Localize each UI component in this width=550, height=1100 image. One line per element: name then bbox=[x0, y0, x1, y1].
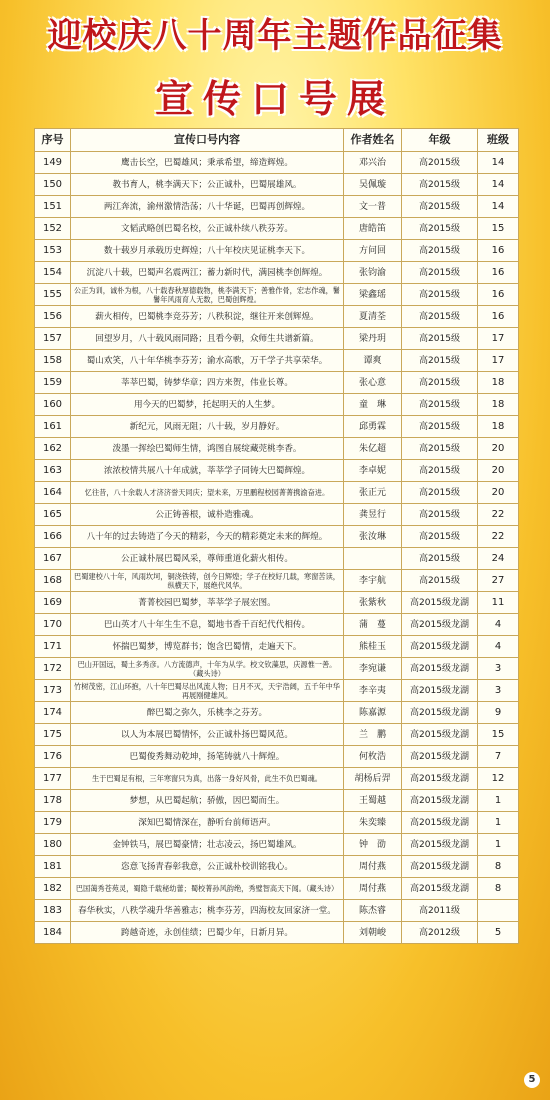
row-author: 童 琳 bbox=[344, 394, 402, 416]
row-class: 16 bbox=[478, 262, 519, 284]
row-class: 1 bbox=[478, 790, 519, 812]
table-row bbox=[35, 196, 519, 218]
table-header-row bbox=[35, 129, 519, 152]
row-slogan: 醉巴蜀之弥久，乐桃李之芬芳。 bbox=[71, 702, 344, 724]
row-author: 何枚浩 bbox=[344, 746, 402, 768]
row-class: 9 bbox=[478, 702, 519, 724]
row-class: 7 bbox=[478, 746, 519, 768]
row-class: 1 bbox=[478, 812, 519, 834]
row-slogan: 巴国蔼秀苍苑灵，蜀隐千载秘幼蕾；蜀校菁孙风韵绝，秀璧智高天下闻。（藏头诗） bbox=[71, 878, 344, 900]
row-author: 张紫秋 bbox=[344, 592, 402, 614]
row-slogan: 沉淀八十载，巴蜀声名震两江；蓄力新时代，满园桃李创辉煌。 bbox=[71, 262, 344, 284]
table-row bbox=[35, 790, 519, 812]
table-row bbox=[35, 240, 519, 262]
table-row bbox=[35, 878, 519, 900]
table-row bbox=[35, 592, 519, 614]
row-slogan: 巴山英才八十年生生不息，蜀地书香千百纪代代相传。 bbox=[71, 614, 344, 636]
table-row bbox=[35, 284, 519, 306]
row-grade: 高2015级 bbox=[402, 350, 478, 372]
row-class: 8 bbox=[478, 878, 519, 900]
table-row bbox=[35, 834, 519, 856]
row-grade: 高2015级龙湖 bbox=[402, 768, 478, 790]
row-author: 李辛夷 bbox=[344, 680, 402, 702]
row-author: 王蜀越 bbox=[344, 790, 402, 812]
row-class: 1 bbox=[478, 834, 519, 856]
row-grade: 高2015级 bbox=[402, 240, 478, 262]
row-number: 151 bbox=[35, 196, 71, 218]
header-class: 班级 bbox=[478, 129, 519, 152]
row-slogan: 巴蜀建校八十年，风雨坎坷，铜浇铁铸，创今日辉煌；学子在校好几载，寒窗苦读，纵横天下，展绝代风华。 bbox=[71, 570, 344, 592]
table-row bbox=[35, 174, 519, 196]
row-author: 夏清荃 bbox=[344, 306, 402, 328]
table-row bbox=[35, 526, 519, 548]
row-class: 14 bbox=[478, 152, 519, 174]
table-row bbox=[35, 372, 519, 394]
row-number: 158 bbox=[35, 350, 71, 372]
row-class: 3 bbox=[478, 680, 519, 702]
header-slogan: 宣传口号内容 bbox=[71, 129, 344, 152]
table-row bbox=[35, 680, 519, 702]
row-author: 钟 劭 bbox=[344, 834, 402, 856]
table-row bbox=[35, 746, 519, 768]
row-grade: 高2015级龙湖 bbox=[402, 878, 478, 900]
row-grade: 高2015级龙湖 bbox=[402, 614, 478, 636]
row-number: 164 bbox=[35, 482, 71, 504]
header-grade: 年级 bbox=[402, 129, 478, 152]
row-number: 180 bbox=[35, 834, 71, 856]
row-slogan: 文韬武略创巴蜀名校，公正诚朴续八秩芬芳。 bbox=[71, 218, 344, 240]
row-class: 17 bbox=[478, 350, 519, 372]
table-row bbox=[35, 328, 519, 350]
header-author: 作者姓名 bbox=[344, 129, 402, 152]
row-number: 179 bbox=[35, 812, 71, 834]
row-grade: 高2015级 bbox=[402, 152, 478, 174]
row-class: 20 bbox=[478, 482, 519, 504]
row-grade: 高2015级 bbox=[402, 460, 478, 482]
row-author: 吴佩璇 bbox=[344, 174, 402, 196]
page-number: 5 bbox=[524, 1072, 540, 1088]
row-class: 4 bbox=[478, 614, 519, 636]
row-grade: 高2015级龙湖 bbox=[402, 680, 478, 702]
row-class: 18 bbox=[478, 372, 519, 394]
row-number: 156 bbox=[35, 306, 71, 328]
row-class: 18 bbox=[478, 416, 519, 438]
row-author: 朱奕臻 bbox=[344, 812, 402, 834]
row-number: 178 bbox=[35, 790, 71, 812]
row-slogan: 春华秋实，八秩学魂升华善雅志；桃李芬芳，四海校友回家济一堂。 bbox=[71, 900, 344, 922]
row-class: 15 bbox=[478, 218, 519, 240]
row-class: 18 bbox=[478, 394, 519, 416]
row-slogan: 公正为训，诚朴为根，八十载春秋厚德载物，桃李满天下；善雅作骨，宏志作魂，鬐鬐年风雨育人无数，巴蜀创辉煌。 bbox=[71, 284, 344, 306]
row-class: 5 bbox=[478, 922, 519, 944]
table-row bbox=[35, 548, 519, 570]
row-number: 165 bbox=[35, 504, 71, 526]
header-number: 序号 bbox=[35, 129, 71, 152]
row-author: 兰 鹏 bbox=[344, 724, 402, 746]
row-slogan: 两江奔流，渝州激情浩荡；八十华诞，巴蜀再创辉煌。 bbox=[71, 196, 344, 218]
row-slogan: 梦想，从巴蜀起航；骄傲，因巴蜀而生。 bbox=[71, 790, 344, 812]
row-class: 16 bbox=[478, 284, 519, 306]
sub-title: 宣传口号展 bbox=[154, 77, 395, 121]
row-grade: 高2015级 bbox=[402, 438, 478, 460]
row-number: 169 bbox=[35, 592, 71, 614]
row-grade: 高2015级 bbox=[402, 372, 478, 394]
table-row bbox=[35, 636, 519, 658]
row-author: 李卓妮 bbox=[344, 460, 402, 482]
row-class: 22 bbox=[478, 526, 519, 548]
row-author: 方问回 bbox=[344, 240, 402, 262]
row-slogan: 莘莘巴蜀，铸梦华章；四方来贺，伟业长尊。 bbox=[71, 372, 344, 394]
row-author: 李宛谦 bbox=[344, 658, 402, 680]
row-grade: 高2015级 bbox=[402, 570, 478, 592]
row-slogan: 浓浓校情共展八十年成就，莘莘学子同铸大巴蜀辉煌。 bbox=[71, 460, 344, 482]
row-grade: 高2015级龙湖 bbox=[402, 636, 478, 658]
row-author: 文一普 bbox=[344, 196, 402, 218]
row-grade: 高2015级 bbox=[402, 262, 478, 284]
row-grade: 高2015级 bbox=[402, 416, 478, 438]
row-number: 162 bbox=[35, 438, 71, 460]
row-number: 177 bbox=[35, 768, 71, 790]
row-class: 14 bbox=[478, 174, 519, 196]
row-author: 谭爽 bbox=[344, 350, 402, 372]
row-class bbox=[478, 900, 519, 922]
row-author: 朱亿超 bbox=[344, 438, 402, 460]
row-author: 邓兴治 bbox=[344, 152, 402, 174]
row-number: 167 bbox=[35, 548, 71, 570]
row-grade: 高2011级 bbox=[402, 900, 478, 922]
row-author: 张正元 bbox=[344, 482, 402, 504]
row-author: 张心意 bbox=[344, 372, 402, 394]
row-slogan: 巴蜀俊秀舞动乾坤，扬笔铸就八十辉煌。 bbox=[71, 746, 344, 768]
slogan-table bbox=[34, 128, 519, 944]
row-slogan: 八十年的过去铸造了今天的精彩，今天的精彩奠定未来的辉煌。 bbox=[71, 526, 344, 548]
table-row bbox=[35, 152, 519, 174]
row-slogan: 深知巴蜀情深在，静听台前师语声。 bbox=[71, 812, 344, 834]
row-grade: 高2015级 bbox=[402, 504, 478, 526]
table-body bbox=[35, 152, 519, 944]
row-author bbox=[344, 548, 402, 570]
row-slogan: 恣意飞扬青春彰我意，公正诚朴校训铭我心。 bbox=[71, 856, 344, 878]
row-grade: 高2012级 bbox=[402, 922, 478, 944]
row-slogan: 生于巴蜀足有根，三年寒窗只为真，出落一身好风骨，此生不负巴蜀魂。 bbox=[71, 768, 344, 790]
row-author: 张钧渝 bbox=[344, 262, 402, 284]
row-grade: 高2015级 bbox=[402, 548, 478, 570]
row-slogan: 跨越奇迹，永创佳绩；巴蜀少年，日新月异。 bbox=[71, 922, 344, 944]
row-number: 150 bbox=[35, 174, 71, 196]
row-slogan: 新纪元，风雨无阻；八十载，岁月静好。 bbox=[71, 416, 344, 438]
row-class: 27 bbox=[478, 570, 519, 592]
row-class: 8 bbox=[478, 856, 519, 878]
row-slogan: 蜀山欢笑，八十年华桃李芬芳；渝水高歌，万千学子共享荣华。 bbox=[71, 350, 344, 372]
row-slogan: 竹树茂密，江山环抱，八十年巴蜀尽出风流人物；日月不灭，天宇浩阔，五千年中华再展刚健雄风。 bbox=[71, 680, 344, 702]
table-row bbox=[35, 394, 519, 416]
table-row bbox=[35, 306, 519, 328]
row-author: 陈嘉源 bbox=[344, 702, 402, 724]
row-number: 184 bbox=[35, 922, 71, 944]
row-slogan: 回望岁月，八十载风雨同路；且看今朝，众师生共谱新篇。 bbox=[71, 328, 344, 350]
row-number: 154 bbox=[35, 262, 71, 284]
table-row bbox=[35, 218, 519, 240]
row-grade: 高2015级 bbox=[402, 196, 478, 218]
row-grade: 高2015级龙湖 bbox=[402, 592, 478, 614]
row-slogan: 金钟铁马，展巴蜀豪情；壮志凌云，扬巴蜀雄风。 bbox=[71, 834, 344, 856]
table-row bbox=[35, 504, 519, 526]
row-slogan: 鹰击长空，巴蜀雄风；秉承希望，缔造辉煌。 bbox=[71, 152, 344, 174]
table-row bbox=[35, 460, 519, 482]
row-author: 梁丹玥 bbox=[344, 328, 402, 350]
row-slogan: 怀揣巴蜀梦，博览群书；饱含巴蜀情，走遍天下。 bbox=[71, 636, 344, 658]
row-grade: 高2015级 bbox=[402, 306, 478, 328]
row-slogan: 数十载岁月承载历史辉煌；八十年校庆见证桃李天下。 bbox=[71, 240, 344, 262]
table-row bbox=[35, 482, 519, 504]
row-author: 唐皓笛 bbox=[344, 218, 402, 240]
row-slogan: 忆往昔，八十余载人才济济誉天同庆；望未来，万里鹏程校园菁菁携渝奋进。 bbox=[71, 482, 344, 504]
row-grade: 高2015级龙湖 bbox=[402, 834, 478, 856]
row-author: 龚昱行 bbox=[344, 504, 402, 526]
row-number: 168 bbox=[35, 570, 71, 592]
row-number: 171 bbox=[35, 636, 71, 658]
table-row bbox=[35, 438, 519, 460]
row-slogan: 以人为本展巴蜀情怀，公正诚朴扬巴蜀风范。 bbox=[71, 724, 344, 746]
row-number: 174 bbox=[35, 702, 71, 724]
row-author: 邱勇霖 bbox=[344, 416, 402, 438]
row-author: 蒲 蔓 bbox=[344, 614, 402, 636]
row-grade: 高2015级 bbox=[402, 174, 478, 196]
row-slogan: 巴山开国远，蜀土多秀彦。八方流德声，十年为从学。校文钦藻思，庆源惟一善。（藏头诗） bbox=[71, 658, 344, 680]
row-author: 周付燕 bbox=[344, 856, 402, 878]
row-number: 161 bbox=[35, 416, 71, 438]
row-number: 155 bbox=[35, 284, 71, 306]
row-class: 16 bbox=[478, 306, 519, 328]
row-author: 李宇航 bbox=[344, 570, 402, 592]
row-grade: 高2015级龙湖 bbox=[402, 724, 478, 746]
row-slogan: 菁菁校园巴蜀梦，莘莘学子展宏图。 bbox=[71, 592, 344, 614]
row-class: 24 bbox=[478, 548, 519, 570]
table-row bbox=[35, 262, 519, 284]
table-row bbox=[35, 900, 519, 922]
row-class: 20 bbox=[478, 438, 519, 460]
row-number: 166 bbox=[35, 526, 71, 548]
row-class: 15 bbox=[478, 724, 519, 746]
row-grade: 高2015级 bbox=[402, 284, 478, 306]
row-grade: 高2015级 bbox=[402, 328, 478, 350]
row-class: 16 bbox=[478, 240, 519, 262]
row-author: 梁鑫瑶 bbox=[344, 284, 402, 306]
row-slogan: 用今天的巴蜀梦，托起明天的人生梦。 bbox=[71, 394, 344, 416]
table-row bbox=[35, 922, 519, 944]
main-title: 迎校庆八十周年主题作品征集 bbox=[47, 16, 503, 56]
row-grade: 高2015级 bbox=[402, 526, 478, 548]
row-grade: 高2015级龙湖 bbox=[402, 790, 478, 812]
row-class: 17 bbox=[478, 328, 519, 350]
row-number: 183 bbox=[35, 900, 71, 922]
row-author: 张汝琳 bbox=[344, 526, 402, 548]
table-row bbox=[35, 416, 519, 438]
row-grade: 高2015级 bbox=[402, 218, 478, 240]
row-grade: 高2015级 bbox=[402, 394, 478, 416]
row-grade: 高2015级龙湖 bbox=[402, 856, 478, 878]
row-number: 163 bbox=[35, 460, 71, 482]
row-number: 157 bbox=[35, 328, 71, 350]
table-row bbox=[35, 350, 519, 372]
table-row bbox=[35, 702, 519, 724]
table-row bbox=[35, 614, 519, 636]
row-slogan: 教书育人，桃李满天下；公正诚朴，巴蜀展雄风。 bbox=[71, 174, 344, 196]
table-row bbox=[35, 768, 519, 790]
row-slogan: 泼墨一挥绘巴蜀师生情，鸿图自展绽藏莞桃李香。 bbox=[71, 438, 344, 460]
row-grade: 高2015级龙湖 bbox=[402, 658, 478, 680]
row-number: 149 bbox=[35, 152, 71, 174]
table-row bbox=[35, 856, 519, 878]
row-number: 170 bbox=[35, 614, 71, 636]
row-class: 22 bbox=[478, 504, 519, 526]
table-row bbox=[35, 812, 519, 834]
row-class: 11 bbox=[478, 592, 519, 614]
row-class: 4 bbox=[478, 636, 519, 658]
table-row bbox=[35, 570, 519, 592]
row-number: 152 bbox=[35, 218, 71, 240]
table-row bbox=[35, 724, 519, 746]
row-class: 3 bbox=[478, 658, 519, 680]
row-author: 熊桂玉 bbox=[344, 636, 402, 658]
row-grade: 高2015级龙湖 bbox=[402, 702, 478, 724]
row-author: 刘朝峻 bbox=[344, 922, 402, 944]
row-number: 153 bbox=[35, 240, 71, 262]
row-slogan: 薪火相传，巴蜀桃李竞芬芳；八秩积淀，继往开来创辉煌。 bbox=[71, 306, 344, 328]
row-number: 176 bbox=[35, 746, 71, 768]
row-grade: 高2015级龙湖 bbox=[402, 746, 478, 768]
table-row bbox=[35, 658, 519, 680]
row-number: 173 bbox=[35, 680, 71, 702]
row-class: 12 bbox=[478, 768, 519, 790]
row-number: 175 bbox=[35, 724, 71, 746]
row-author: 陈杰睿 bbox=[344, 900, 402, 922]
row-grade: 高2015级龙湖 bbox=[402, 812, 478, 834]
row-number: 181 bbox=[35, 856, 71, 878]
row-grade: 高2015级 bbox=[402, 482, 478, 504]
row-slogan: 公正诚朴展巴蜀风采，尊师重道化薪火相传。 bbox=[71, 548, 344, 570]
row-number: 182 bbox=[35, 878, 71, 900]
row-author: 胡杨后羿 bbox=[344, 768, 402, 790]
row-number: 159 bbox=[35, 372, 71, 394]
row-class: 14 bbox=[478, 196, 519, 218]
row-class: 20 bbox=[478, 460, 519, 482]
row-author: 周付燕 bbox=[344, 878, 402, 900]
row-slogan: 公正铸善根，诚朴造雅魂。 bbox=[71, 504, 344, 526]
row-number: 160 bbox=[35, 394, 71, 416]
row-number: 172 bbox=[35, 658, 71, 680]
